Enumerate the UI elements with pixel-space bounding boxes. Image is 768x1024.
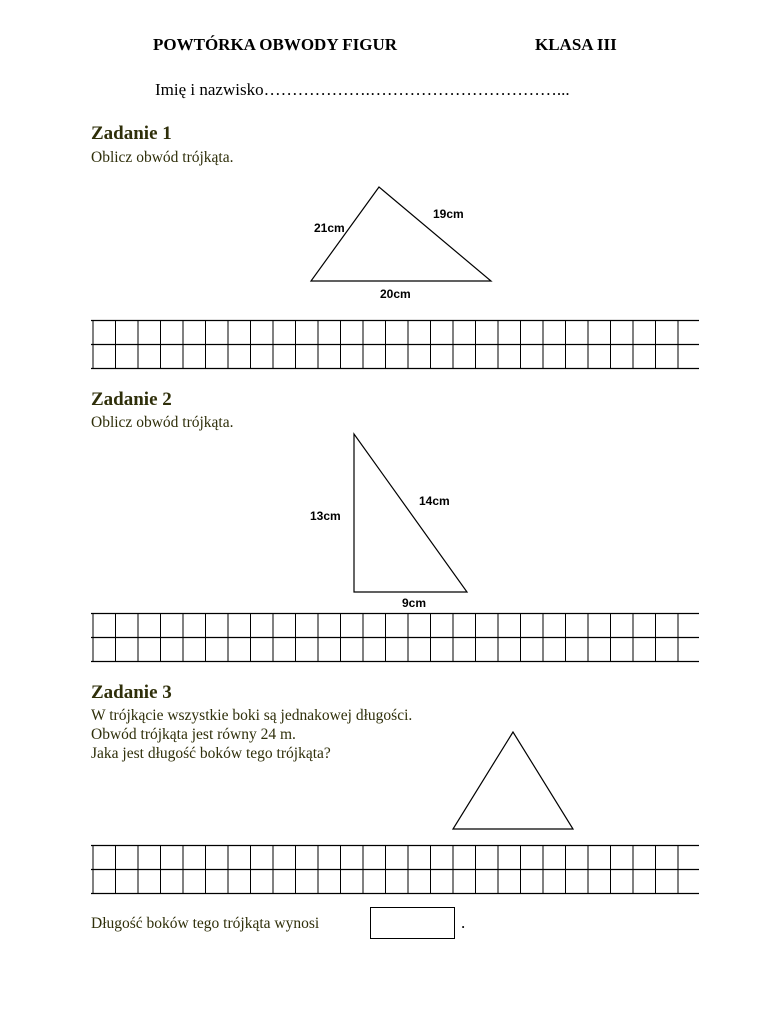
task-3-answer-grid[interactable] (91, 845, 699, 893)
answer-label: Długość boków tego trójkąta wynosi (91, 915, 320, 932)
task-1-instruction: Oblicz obwód trójkąta. (91, 149, 234, 166)
task-1-title: Zadanie 1 (91, 123, 172, 144)
task-2-instruction: Oblicz obwód trójkąta. (91, 414, 234, 431)
triangle-2-left-side-label: 13cm (310, 509, 341, 523)
task-2-title: Zadanie 2 (91, 389, 172, 410)
triangle-1-right-side-label: 19cm (433, 207, 464, 221)
worksheet-title: POWTÓRKA OBWODY FIGUR (153, 35, 397, 54)
triangle-1-left-side-label: 21cm (314, 221, 345, 235)
task-3-line-1: W trójkącie wszystkie boki są jednakowej długości. (91, 707, 413, 724)
triangle-2-right-side-label: 14cm (419, 494, 450, 508)
class-label: KLASA III (535, 35, 617, 54)
answer-trailing-dot: . (461, 913, 466, 932)
task-3-title: Zadanie 3 (91, 682, 172, 703)
triangle-2-bottom-side-label: 9cm (402, 596, 427, 610)
task-3-line-3: Jaka jest długość boków tego trójkąta? (91, 745, 331, 762)
task-3-line-2: Obwód trójkąta jest równy 24 m. (91, 726, 296, 743)
triangle-1-bottom-side-label: 20cm (380, 287, 411, 301)
name-field[interactable]: Imię i nazwisko……………….……………………………... (155, 80, 570, 99)
answer-box[interactable] (370, 907, 455, 939)
